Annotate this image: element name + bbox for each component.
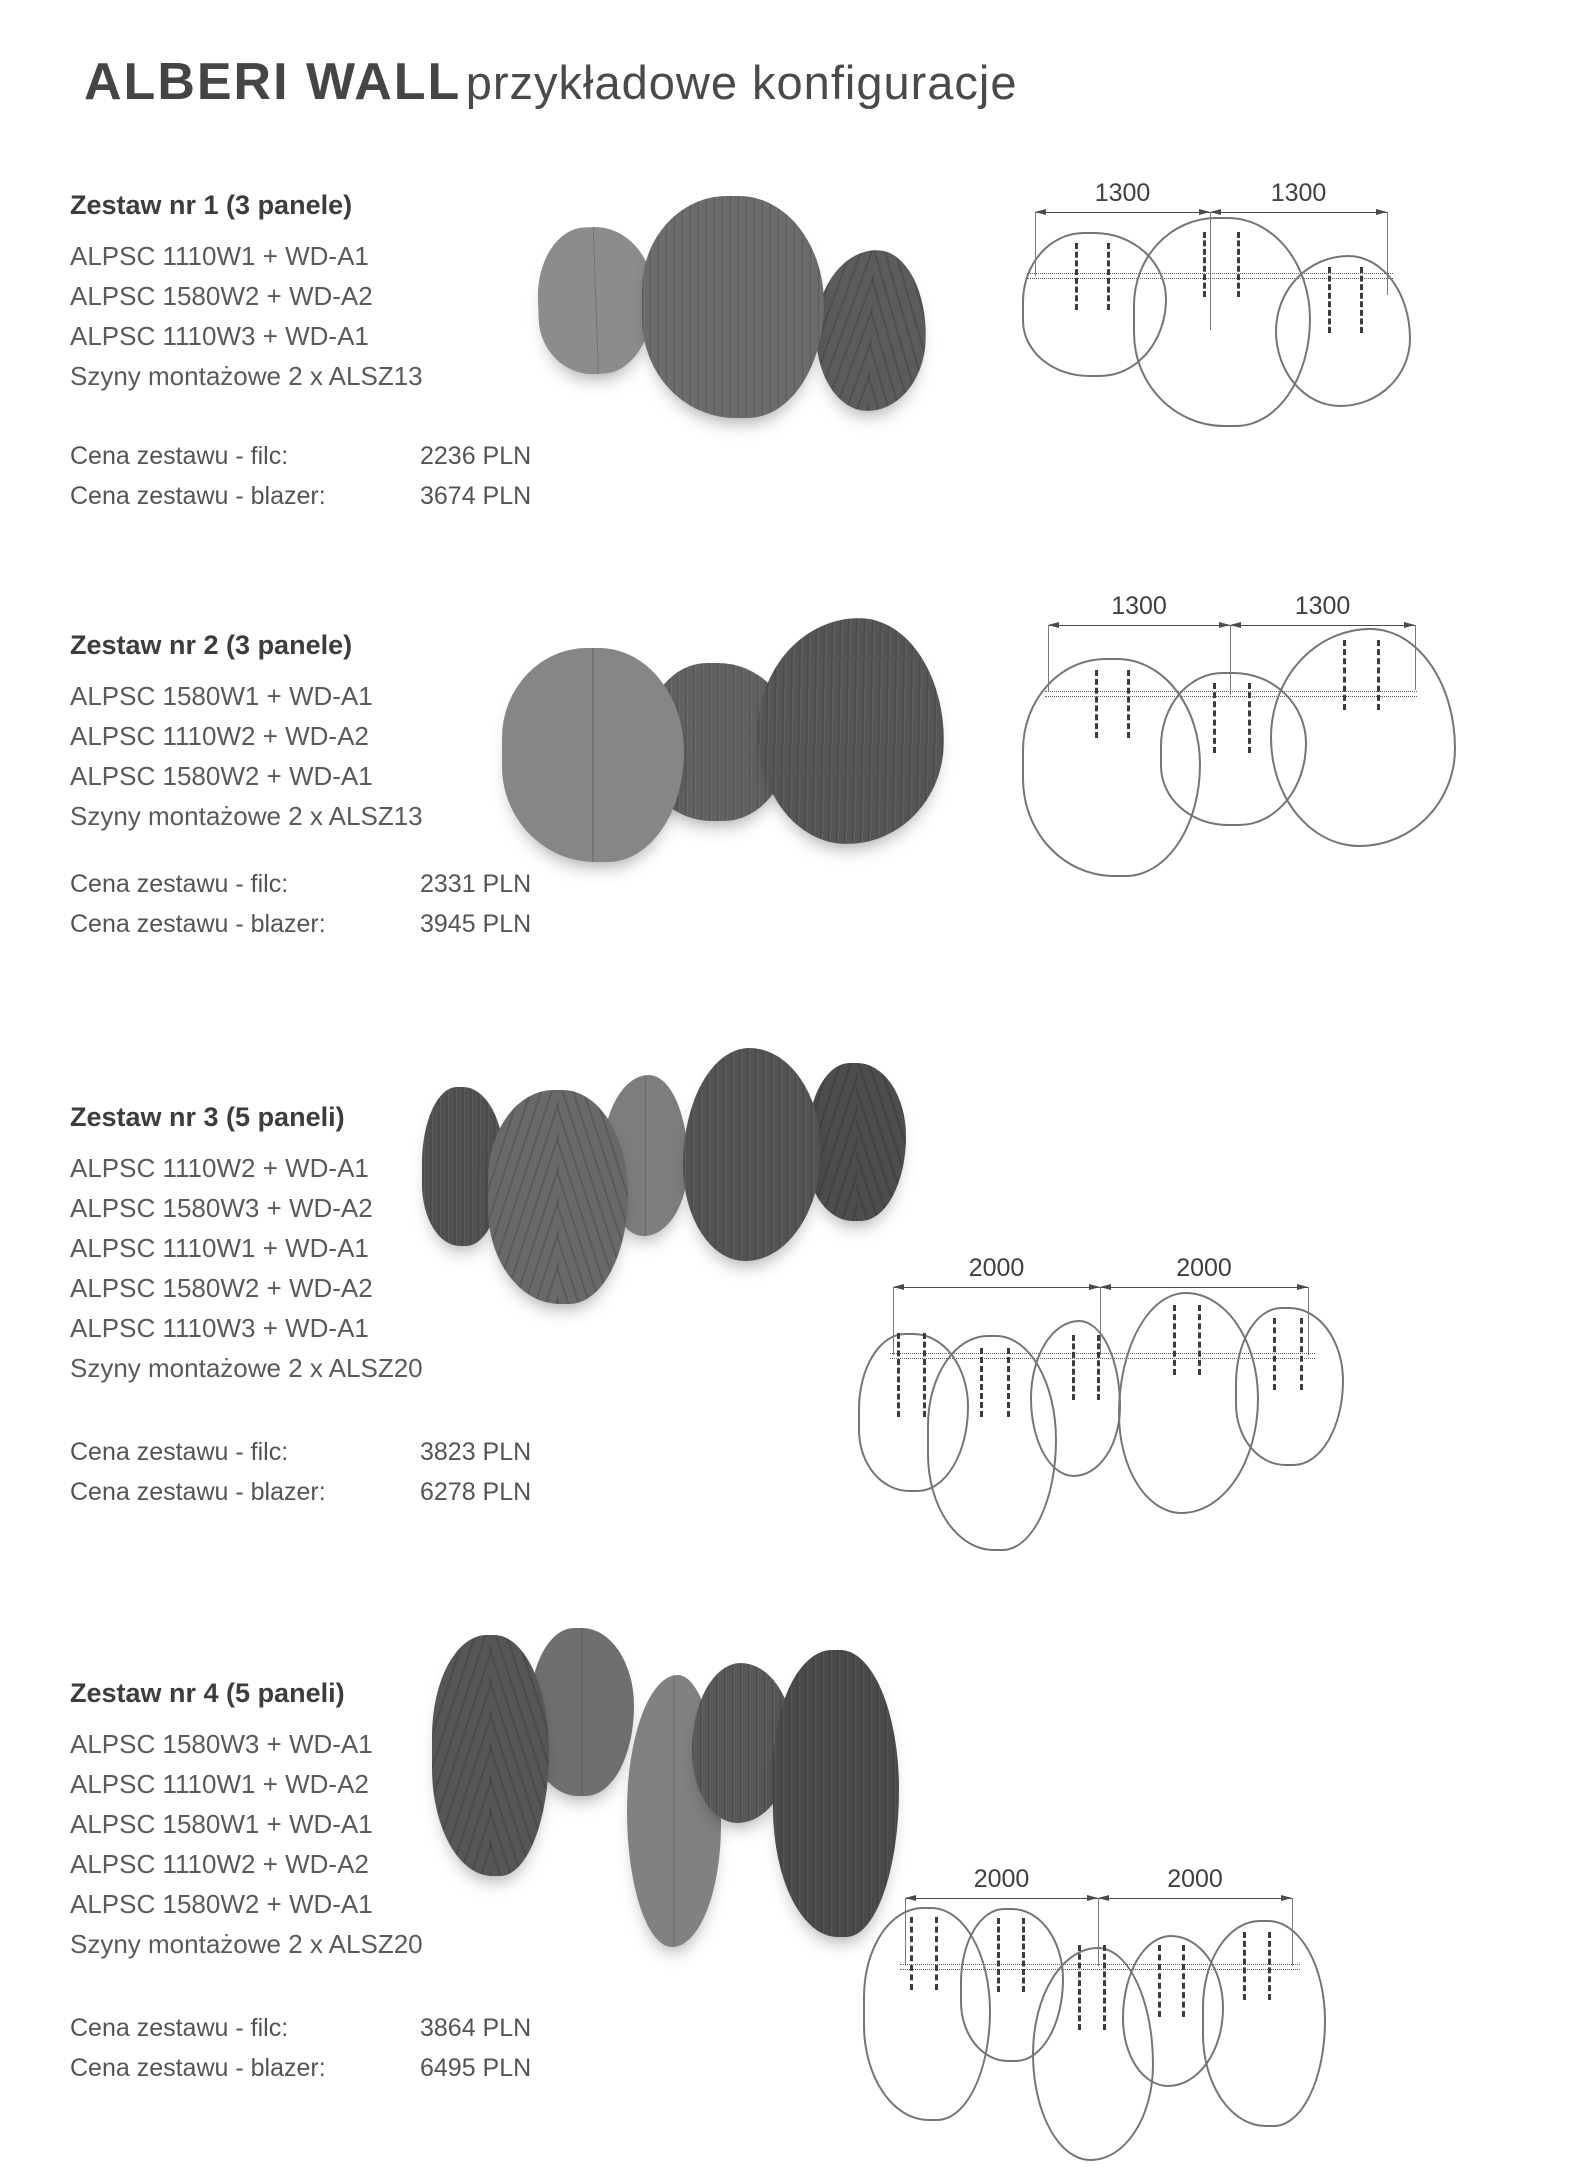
price-value: 3864 PLN	[420, 2014, 532, 2042]
product-line: ALPSC 1580W2 + WD-A1	[70, 761, 373, 791]
rail-dash-mark	[1243, 1932, 1246, 2000]
dimension-line	[1230, 592, 1415, 626]
rail-dash-mark	[1300, 1318, 1303, 1390]
dimension-line	[1035, 179, 1210, 213]
price-label: Cena zestawu - blazer:	[70, 910, 326, 938]
rail-dash-mark	[1343, 640, 1346, 710]
price-value: 3823 PLN	[420, 1438, 532, 1466]
price-value: 6278 PLN	[420, 1478, 532, 1506]
set-2-drawing	[1015, 592, 1460, 885]
product-line: ALPSC 1580W3 + WD-A2	[70, 1193, 373, 1223]
set-1-photo	[530, 190, 930, 425]
photo-panel	[502, 648, 684, 862]
product-line: ALPSC 1580W2 + WD-A1	[70, 1889, 373, 1919]
product-line: ALPSC 1110W1 + WD-A2	[70, 1769, 369, 1799]
rail-dash-mark	[1203, 232, 1206, 297]
set-4-prices	[70, 2008, 590, 2088]
price-row-blazer	[70, 2048, 590, 2088]
product-line: ALPSC 1110W1 + WD-A1	[70, 1233, 369, 1263]
rail-dash-mark	[1268, 1932, 1271, 2000]
dimension-label: 2000	[973, 1865, 1030, 1893]
product-line: Szyny montażowe 2 x ALSZ13	[70, 361, 423, 391]
photo-panel	[432, 1635, 549, 1876]
price-row-filc	[70, 436, 590, 476]
set-3-prices	[70, 1432, 590, 1512]
price-row-filc	[70, 1432, 590, 1472]
dimension-label: 1300	[1111, 592, 1167, 620]
price-row-blazer	[70, 1472, 590, 1512]
rail-dash-mark	[1248, 683, 1251, 753]
panel-outline	[1030, 1320, 1121, 1477]
price-value: 2331 PLN	[420, 870, 532, 898]
photo-panel	[756, 616, 946, 845]
set-1-product-list	[70, 236, 590, 396]
rail-dash-mark	[1158, 1945, 1161, 2017]
rail-dash-mark	[1075, 243, 1078, 310]
rail-dash-mark	[1107, 243, 1110, 310]
dimension-line	[1098, 1865, 1292, 1899]
rail-dash-mark	[1182, 1945, 1185, 2017]
product-line: Szyny montażowe 2 x ALSZ20	[70, 1929, 423, 1959]
dimension-label: 1300	[1294, 592, 1351, 620]
price-row-blazer	[70, 476, 590, 516]
set-2-photo	[495, 615, 950, 865]
panel-outline	[1202, 1920, 1326, 2127]
set-2-title: Zestaw nr 2 (3 panele)	[70, 630, 353, 660]
product-line: ALPSC 1110W2 + WD-A2	[70, 1849, 369, 1879]
product-line: Szyny montażowe 2 x ALSZ13	[70, 801, 423, 831]
product-line: ALPSC 1580W1 + WD-A1	[70, 681, 373, 711]
dimension-label: 2000	[1167, 1865, 1223, 1893]
set-2-prices	[70, 864, 590, 944]
rail-dash-mark	[923, 1333, 926, 1417]
photo-panel	[535, 225, 656, 376]
set-4-photo	[425, 1620, 910, 1952]
photo-panel	[488, 1090, 628, 1304]
dimension-label: 2000	[968, 1254, 1025, 1282]
rail-dash-mark	[935, 1917, 938, 1990]
rail-dash-mark	[1103, 1945, 1106, 2030]
panel-outline	[1270, 628, 1456, 847]
photo-panel	[773, 1650, 899, 1937]
rail-dash-mark	[1377, 640, 1380, 710]
set-3-drawing	[850, 1255, 1350, 1555]
rail-dash-mark	[1237, 232, 1240, 297]
price-row-blazer	[70, 904, 590, 944]
panel-outline	[1235, 1307, 1344, 1466]
set-1-info	[70, 188, 590, 396]
rail-dash-mark	[1173, 1305, 1176, 1375]
dimension-line	[905, 1865, 1098, 1899]
price-row-filc	[70, 864, 590, 904]
product-line: ALPSC 1580W2 + WD-A2	[70, 281, 373, 311]
price-label: Cena zestawu - filc:	[70, 1438, 289, 1466]
rail-dash-mark	[1360, 267, 1363, 333]
price-value: 3945 PLN	[420, 910, 532, 938]
set-1-drawing	[1015, 180, 1415, 430]
set-1-title: Zestaw nr 1 (3 panele)	[70, 190, 353, 220]
set-3-title: Zestaw nr 3 (5 paneli)	[70, 1102, 345, 1132]
set-1-prices	[70, 436, 590, 516]
price-label: Cena zestawu - blazer:	[70, 2054, 326, 2082]
rail-dash-mark	[1127, 670, 1130, 738]
product-line: ALPSC 1580W3 + WD-A1	[70, 1729, 373, 1759]
product-line: ALPSC 1110W1 + WD-A1	[70, 241, 369, 271]
panel-outline	[1275, 255, 1411, 407]
product-line: Szyny montażowe 2 x ALSZ20	[70, 1353, 423, 1383]
rail-dash-mark	[980, 1348, 983, 1417]
rail-dash-mark	[1022, 1918, 1025, 1992]
rail-dash-mark	[1273, 1318, 1276, 1390]
price-label: Cena zestawu - blazer:	[70, 1478, 326, 1506]
photo-panel	[642, 196, 824, 418]
dimension-line	[1210, 179, 1387, 213]
price-row-filc	[70, 2008, 590, 2048]
set-4-drawing	[855, 1865, 1335, 2165]
rail-dash-mark	[997, 1918, 1000, 1992]
rail-dash-mark	[1213, 683, 1216, 753]
page-title	[84, 52, 1017, 112]
photo-panel	[813, 248, 929, 413]
dimension-line	[893, 1254, 1100, 1288]
price-label: Cena zestawu - filc:	[70, 2014, 289, 2042]
dimension-label: 1300	[1270, 179, 1327, 207]
page-title-main: ALBERI WALL	[84, 53, 462, 111]
price-label: Cena zestawu - blazer:	[70, 482, 326, 510]
dimension-line	[1100, 1254, 1308, 1288]
product-line: ALPSC 1110W3 + WD-A1	[70, 1313, 369, 1343]
price-value: 3674 PLN	[420, 482, 532, 510]
rail-dash-mark	[1007, 1348, 1010, 1417]
product-line: ALPSC 1110W2 + WD-A1	[70, 1153, 369, 1183]
product-line: ALPSC 1580W2 + WD-A2	[70, 1273, 373, 1303]
product-line: ALPSC 1110W2 + WD-A2	[70, 721, 369, 751]
set-4-title: Zestaw nr 4 (5 paneli)	[70, 1678, 345, 1708]
rail-dash-mark	[1078, 1945, 1081, 2030]
rail-dash-mark	[1095, 670, 1098, 738]
rail-dash-mark	[910, 1917, 913, 1990]
dimension-label: 1300	[1094, 179, 1151, 207]
page-title-subtitle: przykładowe konfiguracje	[465, 56, 1018, 109]
product-line: ALPSC 1580W1 + WD-A1	[70, 1809, 373, 1839]
rail-dash-mark	[1328, 267, 1331, 333]
price-value: 2236 PLN	[420, 442, 532, 470]
rail-dash-mark	[1072, 1335, 1075, 1400]
price-label: Cena zestawu - filc:	[70, 442, 289, 470]
photo-panel	[683, 1048, 821, 1261]
set-3-photo	[415, 1040, 915, 1310]
rail-dash-mark	[897, 1333, 900, 1417]
dimension-label: 2000	[1176, 1254, 1232, 1282]
rail-dash-mark	[1198, 1305, 1201, 1375]
rail-dash-mark	[1097, 1335, 1100, 1400]
price-value: 6495 PLN	[420, 2054, 532, 2082]
price-label: Cena zestawu - filc:	[70, 870, 289, 898]
product-line: ALPSC 1110W3 + WD-A1	[70, 321, 369, 351]
dimension-line	[1048, 592, 1230, 626]
photo-panel	[808, 1063, 906, 1221]
